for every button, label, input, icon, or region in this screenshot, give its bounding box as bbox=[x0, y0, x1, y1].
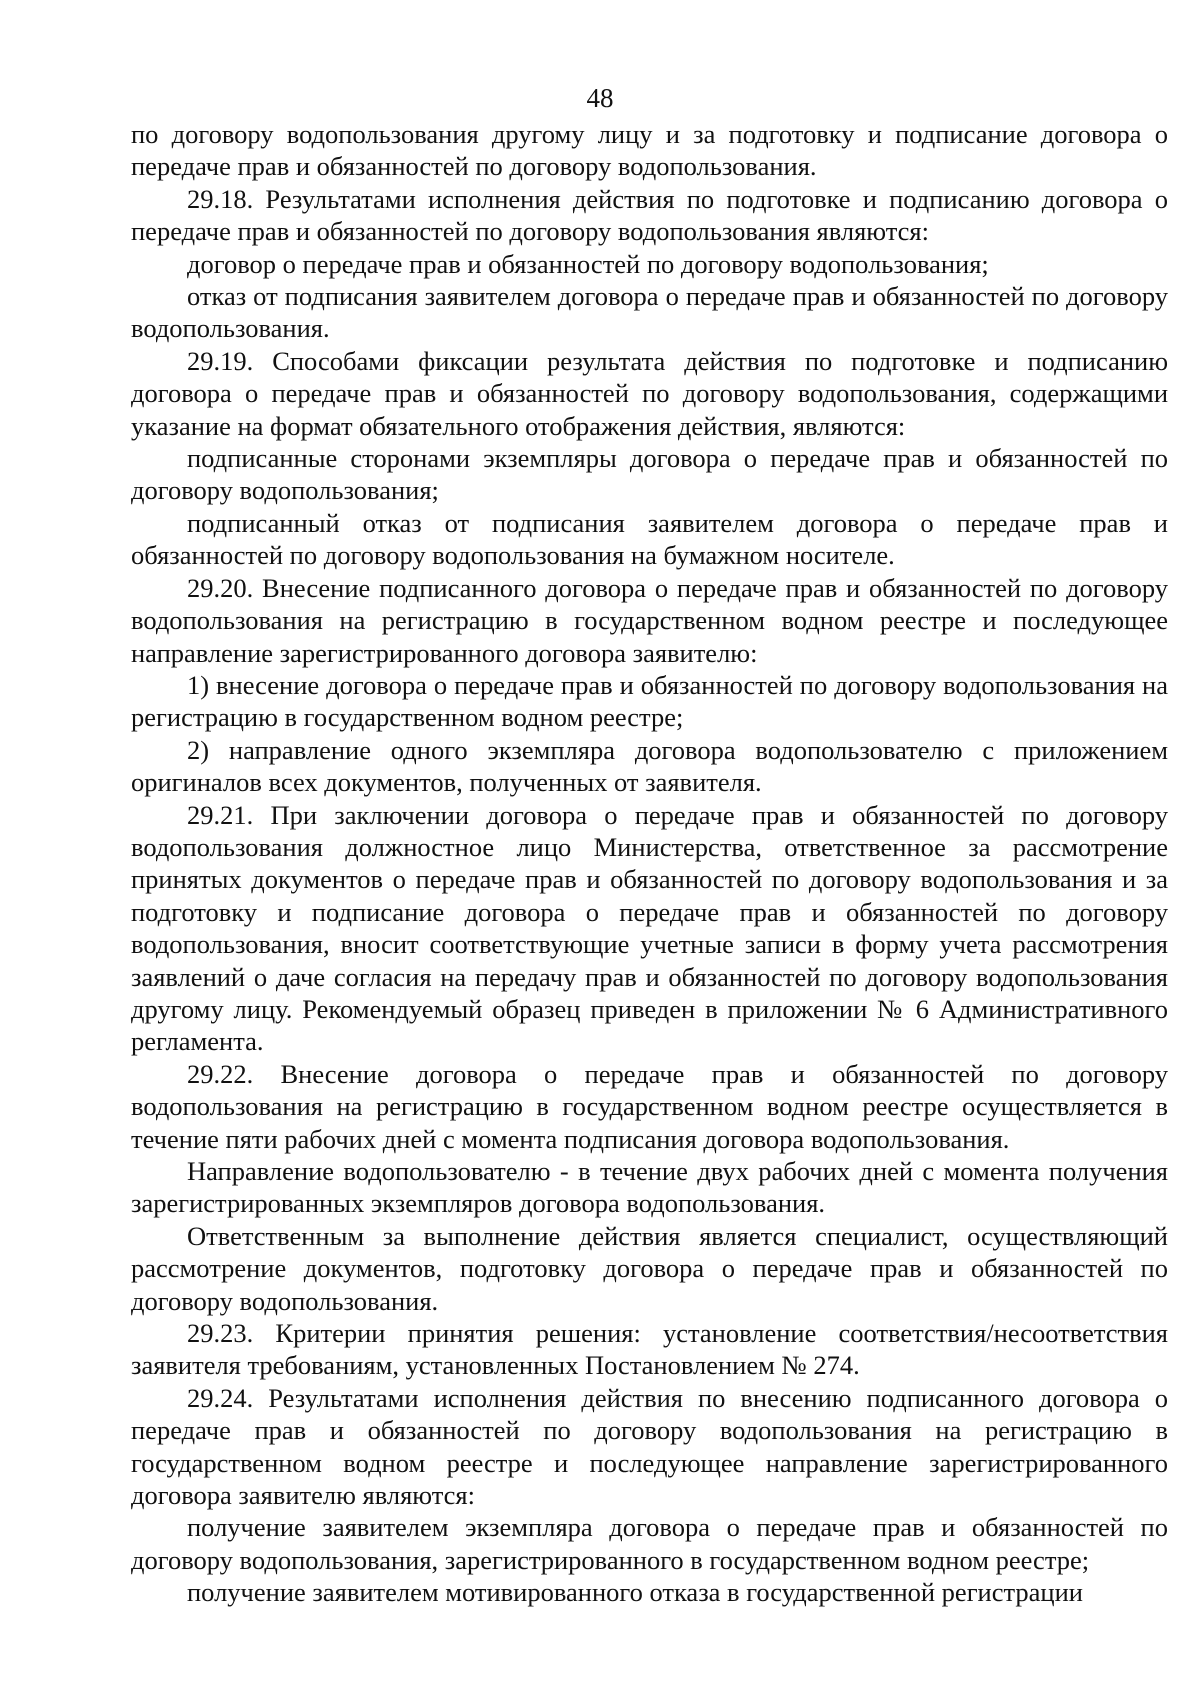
paragraph-item-1: 1) внесение договора о передаче прав и обязанностей по договору водопользования на регистрацию в государственном водном реестре; bbox=[131, 669, 1168, 733]
paragraph-29-18: 29.18. Результатами исполнения действия по подготовке и подписанию договора о передаче прав и обязанностей по договору водопользования являются: bbox=[131, 183, 1168, 247]
paragraph-signed-copies: подписанные сторонами экземпляры договора о передаче прав и обязанностей по договору водопользования; bbox=[131, 443, 1168, 506]
paragraph-29-19: 29.19. Способами фиксации результата действия по подготовке и подписанию договора о передаче прав и обязанностей по договору водопользования, содержащими указание на формат обязательного отображения действия, являются: bbox=[131, 345, 1168, 441]
paragraph-registered-copy: получение заявителем экземпляра договора о передаче прав и обязанностей по договору водопользования, зарегистрированного в государственном водном реестре; bbox=[131, 1512, 1168, 1575]
paragraph-continuation: по договору водопользования другому лицу и за подготовку и подписание договора о передаче прав и обязанностей по договору водопользования. bbox=[131, 119, 1168, 182]
page-number: 48 bbox=[586, 83, 614, 113]
paragraph-result-contract: договор о передаче прав и обязанностей по договору водопользования; bbox=[187, 248, 989, 279]
paragraph-motivated-refusal: получение заявителем мотивированного отказа в государственной регистрации bbox=[187, 1577, 1083, 1608]
paragraph-29-23: 29.23. Критерии принятия решения: установление соответствия/несоответствия заявителя требованиям, установленных Постановлением № 274. bbox=[131, 1318, 1168, 1381]
paragraph-result-refusal: отказ от подписания заявителем договора о передаче прав и обязанностей по договору водопользования. bbox=[131, 281, 1168, 344]
paragraph-29-24: 29.24. Результатами исполнения действия по внесению подписанного договора о передаче прав и обязанностей по договору водопользования на регистрацию в государственном водном реестре и последующее направление зарегистрированного договора заявителю являются: bbox=[131, 1382, 1168, 1511]
paragraph-29-21: 29.21. При заключении договора о передаче прав и обязанностей по договору водопользования должностное лицо Министерства, ответственное за рассмотрение принятых документов о передаче прав и обязанностей по договору водопользования и за подготовку и подписание договора о передаче прав и обязанностей по договору водопользования, вносит соответствующие учетные записи в форму учета рассмотрения заявлений о даче согласия на передачу прав и обязанностей по договору водопользования другому лицу. Рекомендуемый образец приведен в приложении № 6 Административного регламента. bbox=[131, 799, 1168, 1057]
paragraph-29-20: 29.20. Внесение подписанного договора о передаче прав и обязанностей по договору водопользования на регистрацию в государственном водном реестре и последующее направление зарегистрированного договора заявителю: bbox=[131, 572, 1168, 668]
document-body bbox=[131, 118, 1168, 1609]
paragraph-direction: Направление водопользователю - в течение двух рабочих дней с момента получения зарегистрированных экземпляров договора водопользования. bbox=[131, 1156, 1168, 1219]
paragraph-signed-refusal: подписанный отказ от подписания заявителем договора о передаче прав и обязанностей по договору водопользования на бумажном носителе. bbox=[131, 507, 1168, 571]
paragraph-29-22: 29.22. Внесение договора о передаче прав и обязанностей по договору водопользования на регистрацию в государственном водном реестре осуществляется в течение пяти рабочих дней с момента подписания договора водопользования. bbox=[131, 1058, 1168, 1154]
paragraph-responsible: Ответственным за выполнение действия является специалист, осуществляющий рассмотрение документов, подготовку договора о передаче прав и обязанностей по договору водопользования. bbox=[131, 1220, 1168, 1316]
paragraph-item-2: 2) направление одного экземпляра договора водопользователю с приложением оригиналов всех документов, полученных от заявителя. bbox=[131, 734, 1168, 798]
